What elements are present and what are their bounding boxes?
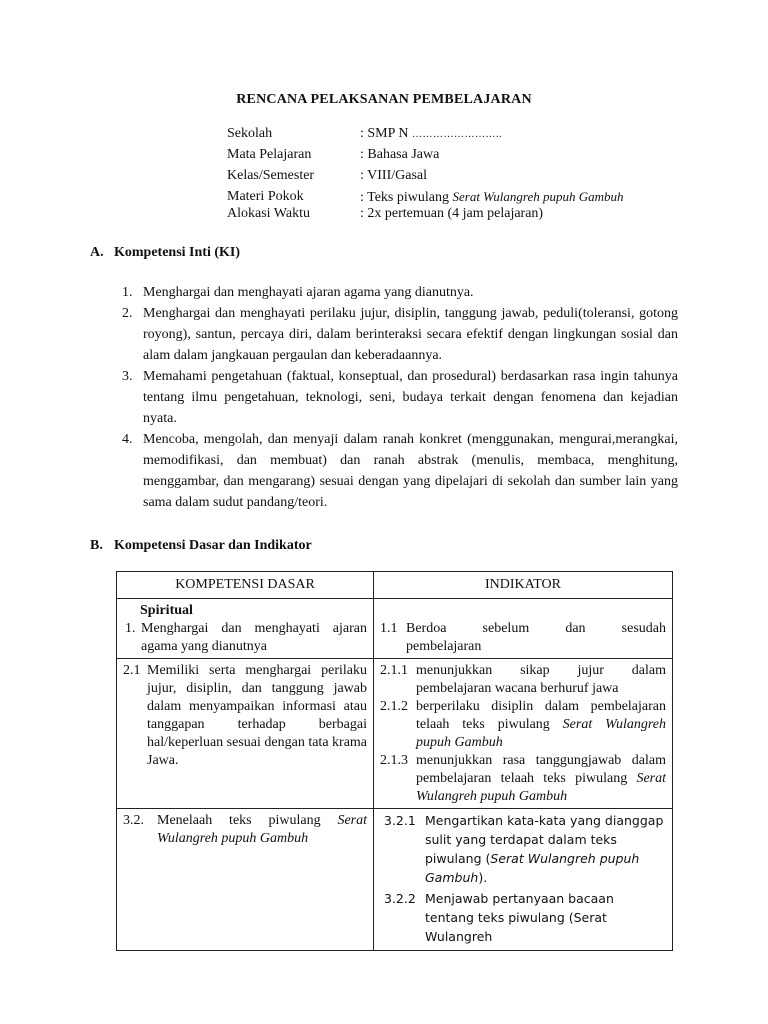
list-text: Menghargai dan menghayati ajaran agama yang dianutnya. [143, 285, 474, 300]
indikator-number: 2.1.2 [380, 699, 408, 714]
kd-cell [117, 809, 374, 951]
indikator-text: berperilaku disiplin dalam pembelajaran telaah teks piwulang [416, 699, 666, 732]
indikator-cell [374, 599, 673, 659]
indikator-text: menunjukkan rasa tanggungjawab dalam pembelajaran telaah teks piwulang [416, 753, 666, 786]
indikator-item [380, 620, 666, 656]
indikator-item [380, 889, 666, 946]
table-header-row [117, 572, 673, 599]
indikator-number: 3.2.2 [384, 891, 416, 906]
info-label: Alokasi Waktu [227, 206, 310, 221]
kd-cell-content [117, 599, 373, 658]
table-row [117, 809, 673, 951]
indikator-cell-content [374, 809, 672, 950]
indikator-number: 1.1 [380, 621, 398, 636]
header-indikator: INDIKATOR [374, 572, 673, 599]
kd-number: 1. [125, 621, 136, 636]
list-number: 4. [122, 432, 133, 447]
kd-cell-content [117, 659, 373, 772]
indikator-italic: Serat Wulangreh pupuh Gambuh [416, 717, 666, 750]
kd-indikator-table [116, 571, 673, 951]
indikator-italic: Serat Wulangreh pupuh Gambuh [425, 851, 640, 885]
indikator-number: 2.1.3 [380, 753, 408, 768]
info-value: : Bahasa Jawa [360, 147, 440, 162]
info-value: : 2x pertemuan (4 jam pelajaran) [360, 206, 544, 221]
list-number: 1. [122, 285, 133, 300]
info-value-text: : SMP N [360, 126, 413, 141]
list-number: 3. [122, 369, 133, 384]
info-value: : VIII/Gasal [360, 168, 427, 183]
indikator-text: Mengartikan kata-kata yang dianggap sulit yang terdapat dalam teks piwulang ( [425, 813, 664, 866]
info-label: Materi Pokok [227, 189, 304, 204]
indikator-text: Menjawab pertanyaan bacaan tentang teks piwulang (Serat Wulangreh [425, 891, 614, 944]
info-label: Kelas/Semester [227, 168, 315, 183]
indikator-text: menunjukkan sikap jujur dalam pembelajaran wacana berhuruf jawa [416, 663, 666, 696]
header-kompetensi-dasar: KOMPETENSI DASAR [117, 572, 374, 599]
indikator-item [380, 662, 666, 698]
indikator-item [380, 752, 666, 806]
list-item [118, 366, 678, 429]
list-item [118, 429, 678, 513]
section-a-heading [90, 245, 240, 261]
list-text: Mencoba, mengolah, dan menyaji dalam ranah konkret (menggunakan, mengurai,merangkai, memodifikasi, dan membuat) dan ranah abstrak (menulis, membaca, menghitung, menggambar, dan mengarang) sesuai dengan yang dipelajari di sekolah dan sumber lain yang sama dalam sudut pandang/teori. [143, 432, 678, 510]
kd-cell-content [117, 809, 373, 850]
section-title: Kompetensi Dasar dan Indikator [114, 538, 312, 553]
document-title: RENCANA PELAKSANAN PEMBELAJARAN [236, 92, 532, 107]
indikator-text: Berdoa sebelum dan sesudah pembelajaran [406, 621, 666, 654]
kd-text: Menghargai dan menghayati ajaran agama yang dianutnya [141, 621, 367, 654]
kd-number: 3.2. [123, 813, 144, 828]
list-text: Menghargai dan menghayati perilaku jujur, disiplin, tanggung jawab, peduli(toleransi, gotong royong), santun, percaya diri, dalam berinteraksi secara efektif dengan lingkungan sosial dan alam dalam jangkauan pergaulan dan keberadaannya. [143, 306, 678, 363]
kd-item [125, 620, 367, 656]
kd-cell [117, 659, 374, 809]
section-letter: B. [90, 538, 103, 553]
indikator-cell [374, 809, 673, 951]
info-label: Mata Pelajaran [227, 147, 312, 162]
kd-text: Menelaah teks piwulang [157, 813, 338, 828]
kd-item [123, 812, 367, 848]
section-b-heading [90, 538, 312, 554]
ki-list [118, 282, 678, 513]
table-row [117, 599, 673, 659]
info-value-text: : Teks piwulang [360, 190, 453, 205]
info-value-dots: …………………….. [412, 129, 503, 140]
section-letter: A. [90, 245, 104, 260]
info-value [360, 189, 624, 206]
list-item [118, 282, 678, 303]
info-value [360, 126, 502, 142]
kd-italic: Serat Wulangreh pupuh Gambuh [157, 813, 367, 846]
indikator-item [380, 811, 666, 887]
indikator-cell-content [374, 599, 672, 658]
indikator-italic: Serat Wulangreh pupuh Gambuh [416, 771, 666, 804]
indikator-item [380, 698, 666, 752]
info-value-italic: Serat Wulangreh pupuh Gambuh [452, 189, 624, 204]
kd-number: 2.1 [123, 663, 141, 678]
kd-cell [117, 599, 374, 659]
list-text: Memahami pengetahuan (faktual, konseptual, dan prosedural) berdasarkan rasa ingin tahunya tentang ilmu pengetahuan, teknologi, seni, budaya terkait dengan fenomena dan kejadian nyata. [143, 369, 678, 426]
section-title: Kompetensi Inti (KI) [114, 245, 240, 260]
kd-item [123, 662, 367, 770]
table-row [117, 659, 673, 809]
indikator-number: 2.1.1 [380, 663, 408, 678]
indikator-tail: ). [478, 870, 488, 885]
kd-text: Memiliki serta menghargai perilaku jujur, disiplin, dan tanggung jawab dalam menyampaikan informasi atau tanggapan terhadap berbagai hal/keperluan sesuai dengan tata krama Jawa. [147, 663, 368, 768]
indikator-cell [374, 659, 673, 809]
kd-subheading: Spiritual [140, 603, 193, 618]
list-item [118, 303, 678, 366]
list-number: 2. [122, 306, 133, 321]
indikator-number: 3.2.1 [384, 813, 416, 828]
indikator-cell-content [374, 659, 672, 808]
info-label: Sekolah [227, 126, 273, 141]
